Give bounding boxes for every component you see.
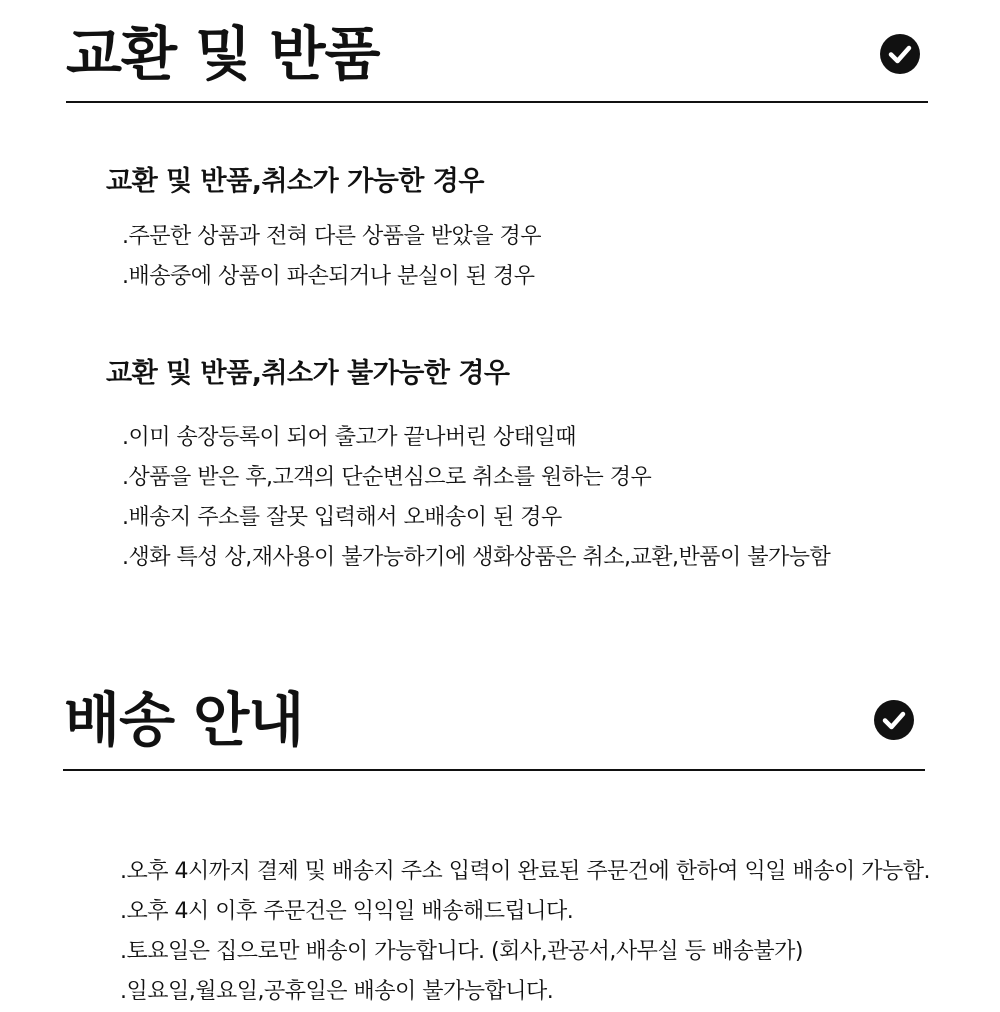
list-item: .상품을 받은 후,고객의 단순변심으로 취소를 원하는 경우 [122, 465, 652, 490]
list-item: .배송지 주소를 잘못 입력해서 오배송이 된 경우 [122, 505, 562, 530]
exchange-impossible-list [122, 418, 830, 578]
exchange-section-header [66, 20, 928, 88]
delivery-info-list [120, 852, 930, 1012]
list-item: .주문한 상품과 전혀 다른 상품을 받았을 경우 [122, 224, 541, 249]
exchange-section-divider [66, 101, 928, 103]
exchange-impossible-heading: 교환 및 반품,취소가 불가능한 경우 [106, 358, 510, 389]
list-item: .토요일은 집으로만 배송이 가능합니다. (회사,관공서,사무실 등 배송불가) [120, 939, 803, 964]
list-item: .배송중에 상품이 파손되거나 분실이 된 경우 [122, 264, 535, 289]
delivery-section-divider [63, 769, 925, 771]
check-circle-icon [880, 34, 920, 74]
list-item: .생화 특성 상,재사용이 불가능하기에 생화상품은 취소,교환,반품이 불가능함 [122, 545, 831, 570]
exchange-section-title: 교환 및 반품 [66, 20, 380, 88]
list-item: .오후 4시까지 결제 및 배송지 주소 입력이 완료된 주문건에 한하여 익일 배송이 가능함. [120, 859, 930, 884]
list-item: .일요일,월요일,공휴일은 배송이 불가능합니다. [120, 979, 554, 1004]
list-item: .이미 송장등록이 되어 출고가 끝나버린 상태일때 [122, 425, 577, 450]
exchange-possible-heading: 교환 및 반품,취소가 가능한 경우 [106, 166, 484, 197]
list-item: .오후 4시 이후 주문건은 익익일 배송해드립니다. [120, 899, 574, 924]
check-circle-icon [874, 700, 914, 740]
exchange-possible-list [122, 217, 541, 297]
delivery-section-header [64, 686, 926, 754]
delivery-section-title: 배송 안내 [64, 686, 304, 754]
